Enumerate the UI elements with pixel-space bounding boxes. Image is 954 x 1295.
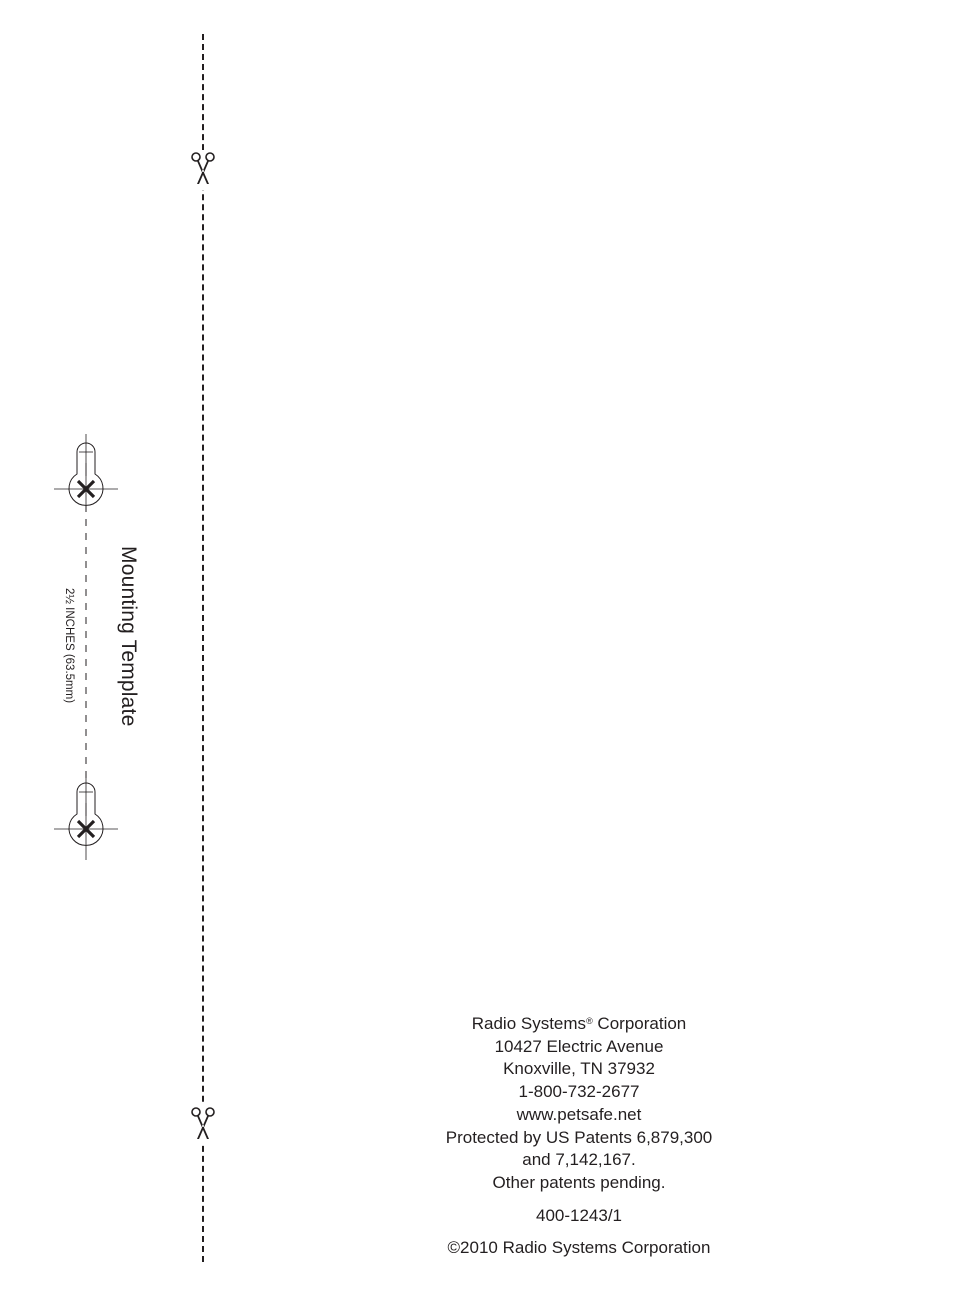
- company-name: Radio Systems® Corporation: [471, 1014, 687, 1033]
- keyhole-slot-icon: [54, 774, 118, 860]
- registered-mark: ®: [586, 1016, 593, 1026]
- hole-spacing-label: 2½ INCHES (63.5mm): [63, 588, 75, 704]
- scissors-icon: [190, 150, 216, 190]
- company-phone: 1-800-732-2677: [518, 1082, 640, 1102]
- patent-line: and 7,142,167.: [522, 1150, 636, 1170]
- company-street: 10427 Electric Avenue: [494, 1036, 664, 1056]
- cut-line: [202, 34, 204, 1262]
- patent-line: Other patents pending.: [492, 1172, 666, 1192]
- patent-line: Protected by US Patents 6,879,300: [445, 1127, 713, 1147]
- company-website: www.petsafe.net: [516, 1104, 642, 1124]
- mounting-template: [40, 430, 160, 870]
- company-city: Knoxville, TN 37932: [503, 1059, 655, 1079]
- scissors-icon: [190, 1105, 216, 1145]
- copyright-notice: ©2010 Radio Systems Corporation: [447, 1238, 711, 1258]
- company-info: [404, 1013, 754, 1260]
- template-title: Mounting Template: [117, 546, 140, 727]
- keyhole-slot-icon: [54, 434, 118, 510]
- part-number: 400-1243/1: [535, 1205, 623, 1225]
